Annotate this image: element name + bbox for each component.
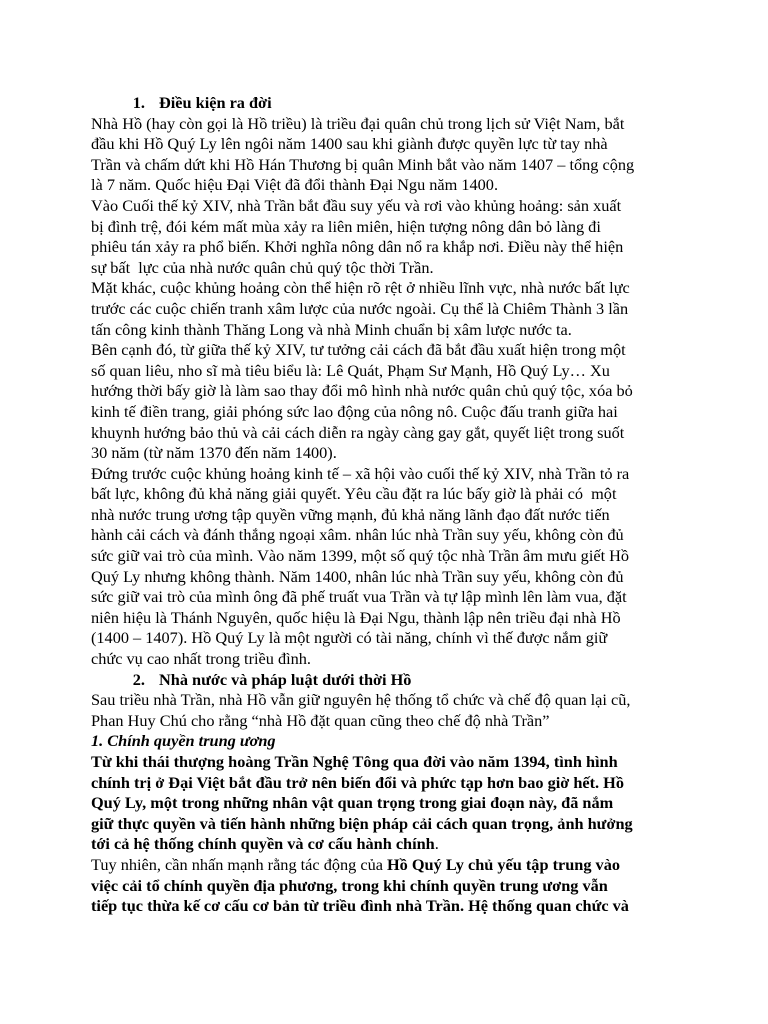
paragraph-line: sức giữ vai trò của mình ông đã phế truất vua Trần và tự lập mình lên làm vua, đặt — [91, 587, 627, 607]
paragraph-line: kinh tế điền trang, giải phóng sức lao động của nông nô. Cuộc đấu tranh giữa hai — [91, 401, 618, 421]
paragraph-line: Vào Cuối thế kỷ XIV, nhà Trần bắt đầu suy yếu và rơi vào khủng hoảng: sản xuất — [91, 195, 622, 215]
paragraph-line: Bên cạnh đó, từ giữa thế kỷ XIV, tư tưởng cải cách đã bắt đầu xuất hiện trong một — [91, 340, 626, 360]
paragraph-line: Đứng trước cuộc khủng hoảng kinh tế – xã hội vào cuối thế kỷ XIV, nhà Trần tỏ ra — [91, 463, 630, 483]
document-page — [91, 93, 691, 917]
paragraph-line: Sau triều nhà Trần, nhà Hồ vẫn giữ nguyên hệ thống tổ chức và chế độ quan lại cũ, — [91, 690, 631, 710]
paragraph-line: niên hiệu là Thánh Nguyên, quốc hiệu là Đại Ngu, thành lập nên triều đại nhà Hồ — [91, 607, 621, 627]
bold-paragraph-line: giữ thực quyền và tiến hành những biện pháp cải cách quan trọng, ảnh hưởng — [91, 813, 633, 833]
paragraph-line: hành cải cách và đánh thắng ngoại xâm. nhân lúc nhà Trần suy yếu, không còn đủ — [91, 525, 624, 545]
paragraph-line: bất lực, không đủ khả năng giải quyết. Yêu cầu đặt ra lúc bấy giờ là phải có một — [91, 484, 617, 504]
paragraph-line: chức vụ cao nhất trong triều đình. — [91, 649, 311, 669]
paragraph-line: là 7 năm. Quốc hiệu Đại Việt đã đổi thành Đại Ngu năm 1400. — [91, 175, 499, 195]
paragraph-line: Mặt khác, cuộc khủng hoảng còn thể hiện rõ rệt ở nhiều lĩnh vực, nhà nước bất lực — [91, 278, 630, 298]
paragraph-line: Phan Huy Chú cho rằng “nhà Hồ đặt quan cũng theo chế độ nhà Trần” — [91, 710, 550, 730]
paragraph-line: sự bất lực của nhà nước quân chủ quý tộc thời Trần. — [91, 257, 434, 277]
heading-number: 1. — [132, 93, 145, 112]
bold-paragraph-line: việc cải tổ chính quyền địa phương, trong khi chính quyền trung ương vẫn — [91, 875, 608, 895]
bold-text: tới cả hệ thống chính quyền và cơ cấu hành chính — [91, 834, 435, 854]
paragraph-line: số quan liêu, nho sĩ mà tiêu biểu là: Lê Quát, Phạm Sư Mạnh, Hồ Quý Ly… Xu — [91, 360, 610, 380]
paragraph-line: sức giữ vai trò của mình. Vào năm 1399, một số quý tộc nhà Trần âm mưu giết Hồ — [91, 546, 630, 566]
subsection-heading: 1. Chính quyền trung ương — [91, 731, 276, 751]
paragraph-line: Quý Ly nhưng không thành. Năm 1400, nhân lúc nhà Trần suy yếu, không còn đủ — [91, 566, 624, 586]
bold-paragraph-line: Quý Ly, một trong những nhân vật quan trọng trong giai đoạn này, đã nắm — [91, 793, 614, 813]
section-heading-1 — [91, 93, 691, 114]
plain-text: . — [434, 834, 439, 854]
paragraph-line: bị đình trệ, đói kém mất mùa xảy ra liên miên, hiện tượng nông dân bỏ làng đi — [91, 216, 601, 236]
paragraph-line: Trần và chấm dứt khi Hồ Hán Thương bị quân Minh bắt vào năm 1407 – tổng cộng — [91, 154, 635, 174]
bold-paragraph-line: Từ khi thái thượng hoàng Trần Nghệ Tông qua đời vào năm 1394, tình hình — [91, 752, 618, 771]
paragraph-line: nhà nước trung ương tập quyền vững mạnh, đủ khả năng lãnh đạo đất nước tiến — [91, 504, 610, 524]
paragraph-line: trước các cuộc chiến tranh xâm lược của nước ngoài. Cụ thể là Chiêm Thành 3 lần — [91, 298, 629, 318]
paragraph-line: khuynh hướng bảo thủ và cải cách diễn ra ngày càng gay gắt, quyết liệt trong suốt — [91, 422, 625, 442]
paragraph-line: phiêu tán xảy ra phổ biến. Khởi nghĩa nông dân nổ ra khắp nơi. Điều này thể hiện — [91, 237, 624, 257]
section-heading-2 — [91, 670, 691, 691]
paragraph-line: tấn công kinh thành Thăng Long và nhà Minh chuẩn bị xâm lược nước ta. — [91, 319, 572, 339]
bold-paragraph-line: tiếp tục thừa kế cơ cấu cơ bản từ triều đình nhà Trần. Hệ thống quan chức và — [91, 896, 629, 916]
heading-title: Nhà nước và pháp luật dưới thời Hồ — [159, 669, 412, 689]
paragraph-line-mixed — [91, 834, 691, 855]
paragraph-line: hướng thời bấy giờ là làm sao thay đổi mô hình nhà nước quân chủ quý tộc, xóa bỏ — [91, 381, 633, 401]
plain-text: Tuy nhiên, cần nhấn mạnh rằng tác động của — [91, 854, 388, 874]
paragraph-line: (1400 – 1407). Hồ Quý Ly là một người có tài năng, chính vì thế được nắm giữ — [91, 628, 608, 648]
heading-title: Điều kiện ra đời — [159, 93, 272, 112]
paragraph-line: Nhà Hồ (hay còn gọi là Hồ triều) là triều đại quân chủ trong lịch sử Việt Nam, bắt — [91, 113, 625, 133]
heading-number: 2. — [132, 669, 145, 689]
paragraph-line: đầu khi Hồ Quý Ly lên ngôi năm 1400 sau khi giành được quyền lực từ tay nhà — [91, 134, 608, 154]
paragraph-line: 30 năm (từ năm 1370 đến năm 1400). — [91, 443, 337, 463]
bold-text: Hồ Quý Ly chủ yếu tập trung vào — [387, 854, 620, 874]
paragraph-line-mixed — [91, 855, 691, 876]
bold-paragraph-line: chính trị ở Đại Việt bắt đầu trở nên biến đổi và phức tạp hơn bao giờ hết. Hồ — [91, 772, 624, 792]
